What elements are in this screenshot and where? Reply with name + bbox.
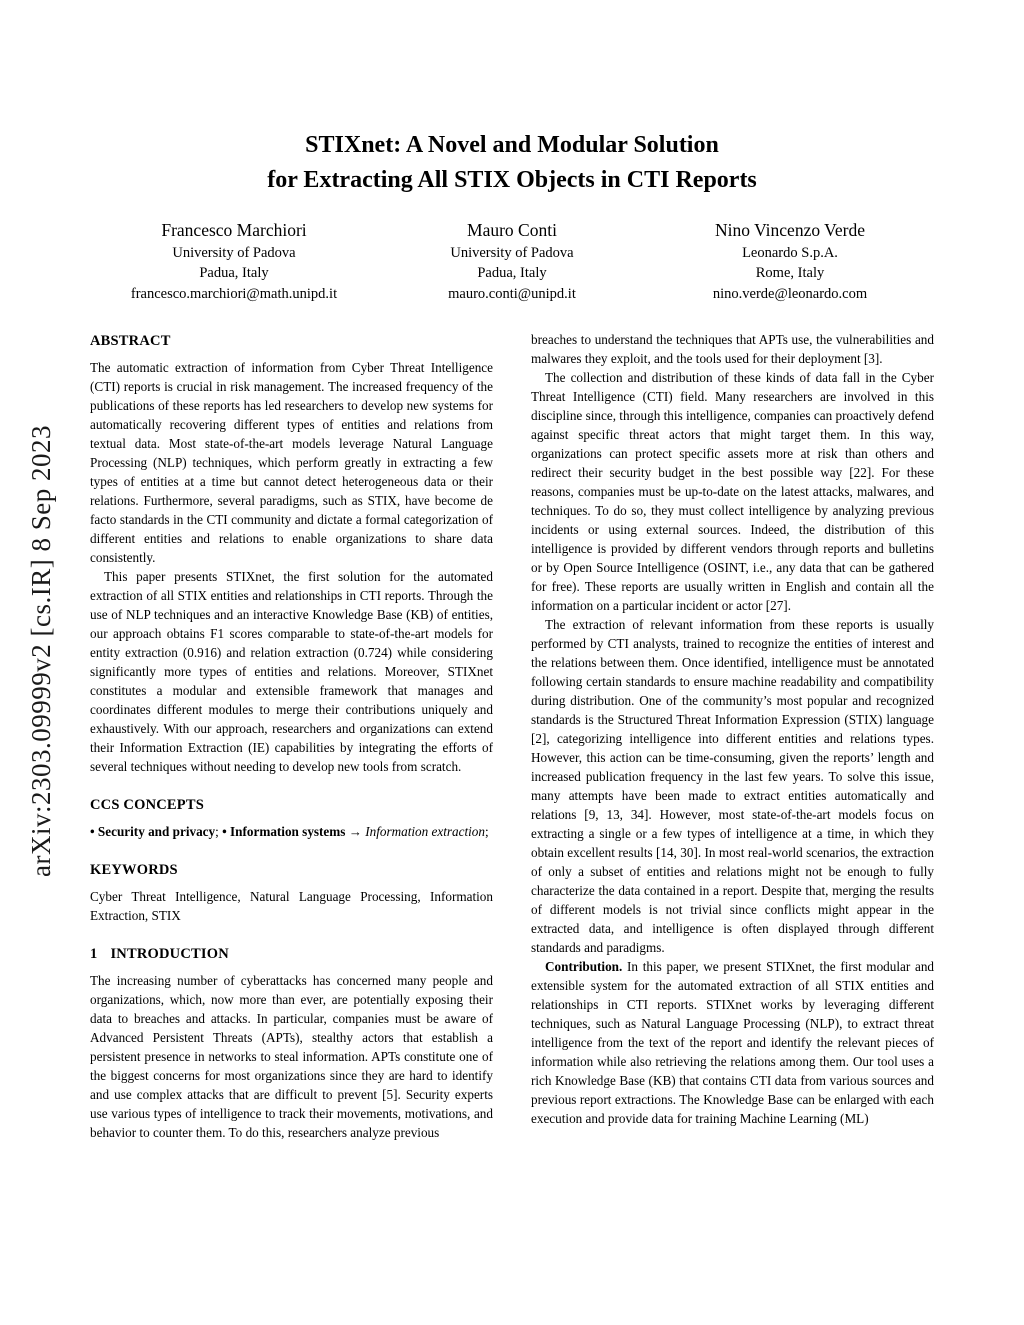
ccs-arrow: →	[345, 823, 366, 839]
introduction-heading	[90, 945, 493, 964]
author-name: Mauro Conti	[467, 220, 557, 240]
ccs-separator: ;	[215, 823, 223, 839]
authors-row	[0, 219, 1024, 305]
section-title: INTRODUCTION	[110, 945, 229, 962]
contribution-text: In this paper, we present STIXnet, the first modular and extensible system for the automated extraction of all STIX entities and relationships in CTI reports. STIXnet works by leveraging different techniques, such as Natural Language Processing (NLP), to extract threat intelligence from the text of the report and identify the relevant pieces of information while also retrieving the relations among them. Our tool uses a rich Knowledge Base (KB) that contains CTI data from various sources and previous report extractions. The Knowledge Base can be enlarged with each execution and provide data for training Machine Learning (ML)	[531, 958, 935, 1126]
arxiv-watermark: arXiv:2303.09999v2 [cs.IR] 8 Sep 2023	[26, 425, 56, 877]
ccs-concept-1: • Security and privacy	[90, 823, 216, 839]
author-email: nino.verde@leonardo.com	[712, 286, 868, 302]
right-paragraph-3: The extraction of relevant information from these reports is usually performed by CTI analysts, trained to recognize the entities of interest and the relations between them. Once identified, intelligence must be annotated following certain standards to ensure machine readability and compatibility during distribution. One of the community’s most popular and recognized standards is the Structured Threat Information Expression (STIX) language [2], categorizing intelligence into different entities and relations types. However, this action can be time-consuming, given the reports’ length and increased publication frequency in the last few years. To solve this issue, many attempts have been made to extract entities automatically and relations [9, 13, 34]. However, most state-of-the-art models focus on extracting a single or a few types of intelligence at a time, in which they obtain excellent results [14, 30]. In most real-world scenarios, the extraction of only a subset of entities and relations might not be enough to fully characterize the data contained in a report. Despite that, merging the results of different models is not trivial since conflicts might appear in the extracted data, and intelligence is often displayed through different standards and paradigms.	[531, 616, 934, 955]
author-name: Francesco Marchiori	[161, 220, 307, 240]
author-email: francesco.marchiori@math.unipd.it	[130, 286, 338, 302]
ccs-text	[90, 822, 493, 841]
author-city: Rome, Italy	[755, 264, 825, 281]
ccs-end: ;	[484, 823, 489, 839]
keywords-heading: KEYWORDS	[90, 861, 178, 878]
paper-title-line2: for Extracting All STIX Objects in CTI Reports	[267, 167, 757, 193]
abstract-heading: ABSTRACT	[90, 332, 171, 349]
author-email: mauro.conti@unipd.it	[448, 286, 576, 302]
keywords-text: Cyber Threat Intelligence, Natural Language Processing, Information Extraction, STIX	[90, 888, 493, 923]
section-number: 1	[90, 945, 98, 962]
introduction-paragraph-1: The increasing number of cyberattacks has concerned many people and organizations, which, now more than ever, are potentially exposing their data to breaches and attacks. In particular, companies must be aware of Advanced Persistent Threats (APTs), stealthy actors that establish a persistent presence in networks to steal information. APTs constitute one of the biggest concerns for most organizations since they are hard to identify and use complex attacks that are difficult to prevent [5]. Security experts use various types of intelligence to track their movements, motivations, and behavior to counter them. To do this, researchers analyze previous	[90, 972, 493, 1140]
abstract-paragraph-2: This paper presents STIXnet, the first solution for the automated extraction of all STIX entities and relationships in CTI reports. Through the use of NLP techniques and an interactive Knowledge Base (KB) of entities, our approach obtains F1 scores comparable to state-of-the-art models for entity extraction (0.916) and relation extraction (0.724) while considering significantly more types of entities and relations. Moreover, STIXnet constitutes a modular and extensible framework that manages and coordinates different modules to merge their contributions uniquely and exhaustively. With our approach, researchers and organizations can extend their Information Extraction (IE) capabilities by integrating the efforts of several techniques without needing to develop new tools from scratch.	[90, 568, 493, 774]
author-2	[373, 219, 651, 305]
contribution-paragraph	[531, 957, 934, 1128]
ccs-subconcept: Information extraction	[365, 823, 485, 839]
author-affiliation: University of Padova	[172, 245, 296, 261]
abstract-paragraph-1: The automatic extraction of information from Cyber Threat Intelligence (CTI) reports is crucial in risk management. The increased frequency of the publications of these reports has led researchers to develop new systems for automatically recovering different types of entities and relations from textual data. Most state-of-the-art models leverage Natural Language Processing (NLP) techniques, which perform greatly in extracting a few types of entities at a time but cannot detect heterogeneous data or their relations. Furthermore, several paradigms, such as STIX, have become de facto standards in the CTI community and dictate a formal categorization of different entities and relations to enable organizations to share data consistently.	[90, 359, 493, 565]
paper-title-line1: STIXnet: A Novel and Modular Solution	[305, 132, 719, 158]
author-1	[95, 219, 373, 305]
author-city: Padua, Italy	[477, 264, 547, 281]
left-column	[90, 330, 493, 1142]
right-column	[531, 330, 934, 1142]
right-paragraph-2: The collection and distribution of these kinds of data fall in the Cyber Threat Intelligence (CTI) field. Many researchers are involved in this discipline since, through this intelligence, companies can proactively defend against specific threat actors that might target them. In this way, organizations can protect specific assets more at risk than others and redirect their security budget in the best possible way [22]. For these reasons, companies must be up-to-date on the latest attacks, malwares, and techniques. To do so, they must collect intelligence by analyzing previous incidents or using external sources. Indeed, the distribution of this intelligence is provided by different vendors through reports and bulletins or by Open Source Intelligence (OSINT, i.e., any data that can be gathered for free). These reports are usually written in English and contain all the information on a particular incident or actor [27].	[531, 369, 934, 613]
author-3	[651, 219, 929, 305]
author-affiliation: University of Padova	[450, 245, 574, 261]
ccs-heading: CCS CONCEPTS	[90, 796, 204, 813]
author-city: Padua, Italy	[199, 264, 269, 281]
body-columns	[90, 330, 934, 1142]
author-affiliation: Leonardo S.p.A.	[742, 245, 838, 261]
right-paragraph-1: breaches to understand the techniques that APTs use, the vulnerabilities and malwares they exploit, and the tools used for their deployment [3].	[531, 331, 934, 366]
paper-title	[0, 128, 1024, 198]
paper-header	[0, 0, 1024, 305]
author-name: Nino Vincenzo Verde	[715, 220, 865, 240]
ccs-concept-2: • Information systems	[222, 823, 346, 839]
contribution-label: Contribution.	[545, 958, 623, 974]
